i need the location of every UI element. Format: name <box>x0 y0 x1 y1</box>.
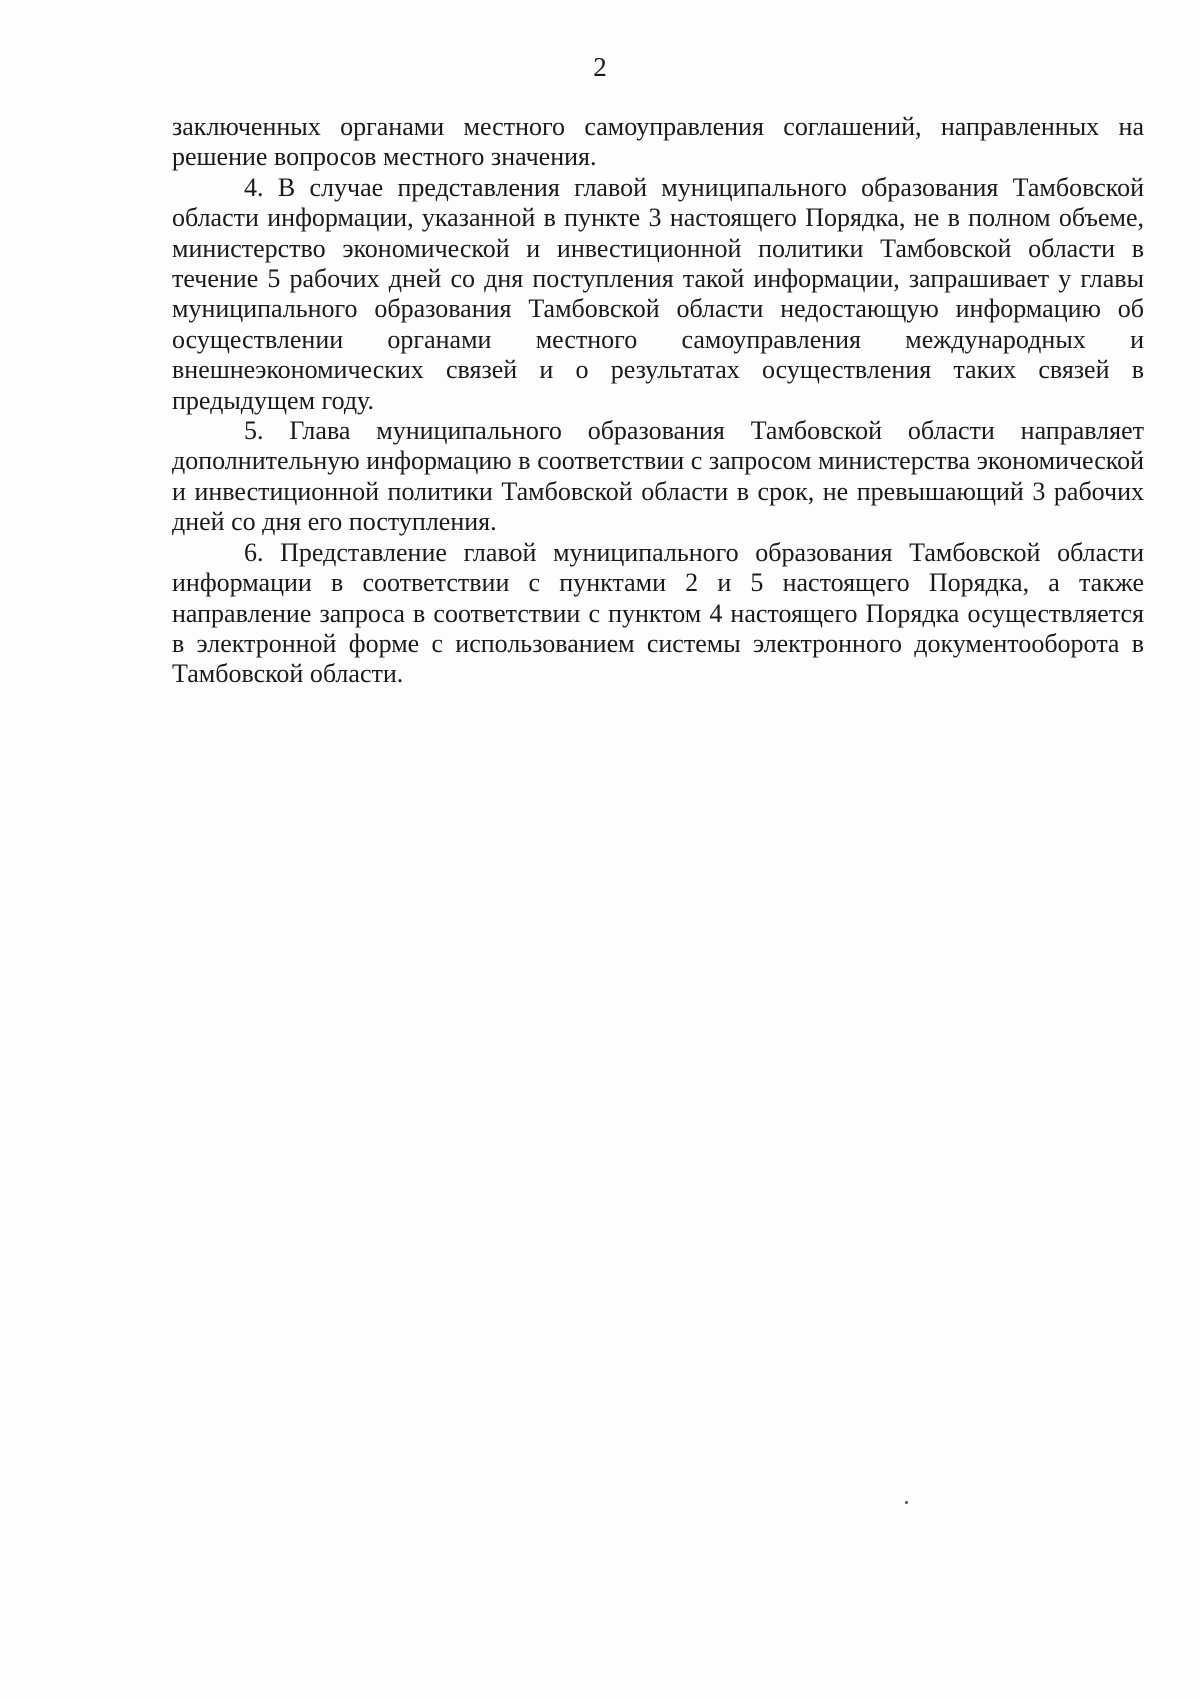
paragraph-item-6: 6. Представление главой муниципального образования Тамбовской области информации в соответствии с пунктами 2 и 5 настоящего Порядка, а также направление запроса в соответствии с пунктом 4 настоящего Порядка осуществляется в электронной форме с использованием системы электронного документооборота в Тамбовской области. <box>172 537 1144 689</box>
scan-speck <box>905 1501 908 1504</box>
paragraph-item-4: 4. В случае представления главой муниципального образования Тамбовской области информации, указанной в пункте 3 настоящего Порядка, не в полном объеме, министерство экономической и инвестиционной политики Тамбовской области в течение 5 рабочих дней со дня поступления такой информации, запрашивает у главы муниципального образования Тамбовской области недостающую информацию об осуществлении органами местного самоуправления международных и внешнеэкономических связей и о результатах осуществления таких связей в предыдущем году. <box>172 172 1144 415</box>
page-number: 2 <box>593 52 607 82</box>
paragraph-continuation: заключенных органами местного самоуправления соглашений, направленных на решение вопросов местного значения. <box>172 112 1144 172</box>
document-body <box>172 112 1144 690</box>
paragraph-item-5: 5. Глава муниципального образования Тамбовской области направляет дополнительную информацию в соответствии с запросом министерства экономической и инвестиционной политики Тамбовской области в срок, не превышающий 3 рабочих дней со дня его поступления. <box>172 416 1144 537</box>
